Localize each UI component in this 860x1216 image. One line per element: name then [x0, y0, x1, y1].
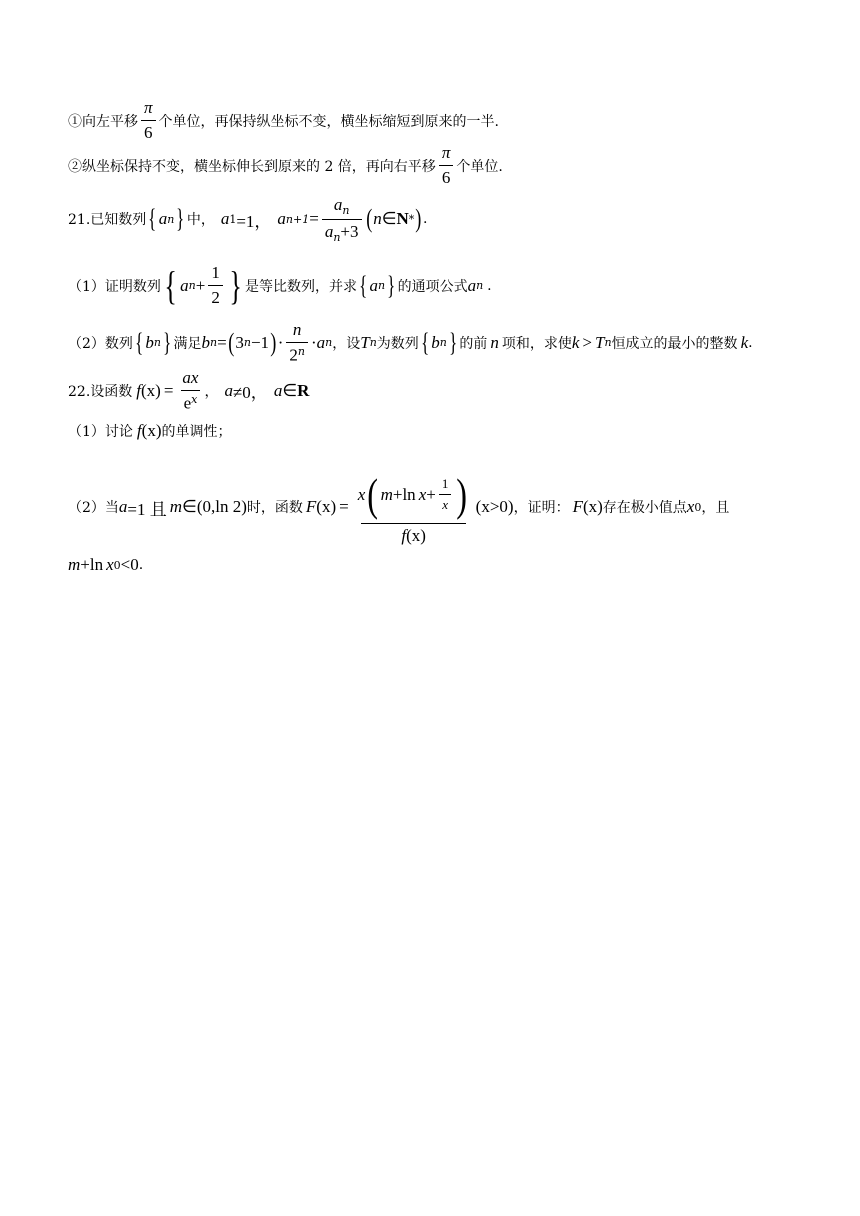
equals: =: [217, 332, 227, 352]
F-var: F: [572, 497, 583, 516]
num-1: 1: [441, 476, 449, 491]
num-n: n: [292, 320, 302, 339]
period: .: [748, 334, 753, 351]
pi-over-6-fraction: [141, 98, 156, 143]
one-over-x-fraction: [439, 476, 452, 513]
k-var: k: [740, 332, 749, 352]
question-22-part-1: [68, 421, 231, 441]
left-paren: (: [367, 469, 379, 520]
part-2-tail2: ，且: [701, 500, 730, 516]
question-22-part-2-continued: [68, 555, 143, 575]
right-brace: }: [387, 270, 396, 300]
not-zero: ≠0，: [232, 383, 268, 403]
n-var: n: [490, 332, 499, 352]
num-1: 1: [211, 263, 220, 282]
frac-denominator: 6: [141, 120, 156, 143]
part-2-label: （2）数列: [68, 335, 133, 352]
m-var: m: [68, 555, 81, 574]
den-sub-n: n: [333, 230, 341, 244]
frac-numerator: π: [144, 98, 153, 117]
satisfy-text: 满足: [173, 335, 202, 352]
element-of: ∈: [282, 380, 298, 400]
den-e: e: [183, 393, 192, 413]
real-set: R: [297, 380, 310, 400]
left-brace: {: [135, 327, 144, 357]
sub-n: n: [188, 279, 196, 292]
part-1-label: （1）证明数列: [68, 278, 161, 295]
a1-value: =1，: [236, 211, 272, 231]
three: 3: [235, 332, 244, 352]
proof-text: ，证明：: [513, 500, 570, 516]
seq-b: b: [431, 332, 440, 352]
left-paren: (: [227, 327, 235, 357]
F-definition-fraction: [355, 468, 473, 546]
left-brace: {: [359, 270, 368, 300]
half-fraction: [208, 263, 223, 308]
part-2-tail: 时，函数: [246, 500, 303, 516]
sub-1: 1: [229, 212, 237, 226]
question-21-stem: [68, 195, 427, 244]
bn-b: b: [201, 332, 210, 352]
less-than-zero: <0: [120, 555, 139, 574]
star-sup: *: [408, 212, 415, 226]
plus: +: [195, 275, 206, 295]
greater-than: >: [582, 332, 592, 352]
x-var: x: [106, 555, 114, 574]
pow-n: n: [243, 336, 251, 350]
T-var: T: [360, 332, 370, 352]
right-paren: ): [270, 327, 277, 357]
plus-ln: +ln: [392, 484, 416, 504]
num-sub-n: n: [342, 203, 350, 217]
x-arg: (x): [141, 421, 162, 440]
part-1-label: （1）讨论: [68, 424, 133, 440]
den-x: x: [439, 494, 451, 513]
frac-numerator: π: [441, 143, 451, 162]
k-var: k: [571, 332, 580, 352]
an1-var: a: [277, 209, 286, 229]
x0-var: x: [686, 497, 695, 516]
sub-n: n: [476, 279, 484, 292]
part-2-tail: 的前: [459, 335, 488, 352]
option-1-prefix: ①向左平移: [68, 113, 138, 130]
question-21-part-1: [68, 262, 492, 309]
seq-a: a: [467, 275, 477, 295]
part-2-mid: 存在极小值点: [602, 500, 687, 516]
sub-0: 0: [694, 500, 702, 514]
equals: =: [339, 497, 349, 516]
question-22-part-2: [68, 468, 729, 546]
f-var: f: [136, 421, 142, 440]
part-1-mid: 是等比数列，并求: [245, 278, 358, 295]
sub-n: n: [325, 336, 333, 350]
part-2-tail3: 恒成立的最小的整数: [611, 335, 738, 352]
sub-n: n: [369, 336, 377, 350]
ax-over-ex-fraction: [179, 368, 201, 414]
part-1-tail: 的单调性；: [161, 424, 232, 440]
sub-n: n: [378, 279, 386, 292]
dot: ·: [310, 332, 317, 352]
left-brace: {: [148, 204, 157, 234]
den-pow-n: n: [297, 345, 305, 358]
seq-b: b: [145, 332, 154, 352]
num-m: m: [380, 484, 393, 504]
sub-0: 0: [113, 558, 121, 572]
natural-set: N: [396, 209, 409, 229]
q21-zhong: 中，: [186, 212, 215, 229]
period: .: [422, 211, 428, 228]
period: .: [487, 277, 492, 294]
equals: =: [163, 380, 174, 400]
sub-n: n: [604, 336, 612, 350]
option-2-suffix: 个单位.: [456, 158, 503, 175]
num-x: x: [357, 484, 366, 504]
num-ax: ax: [182, 368, 199, 387]
sub-n: n: [439, 336, 447, 350]
left-paren: (: [365, 204, 372, 234]
recurrence-fraction: [322, 195, 362, 244]
m-interval: ∈(0,ln 2): [182, 497, 247, 516]
sub-n: n: [153, 336, 161, 350]
sub-n-plus-1: n+1: [285, 212, 310, 226]
right-paren: ): [415, 204, 422, 234]
den-2: 2: [208, 285, 223, 308]
transform-option-1: [68, 98, 499, 143]
cond-n: n: [373, 209, 382, 229]
part-2-mid2: 为数列: [376, 335, 419, 352]
n-over-2n-fraction: [286, 320, 308, 366]
right-brace: }: [229, 263, 242, 308]
equals: =: [309, 209, 319, 229]
part-2-label: （2）当: [68, 500, 119, 516]
option-2-prefix: ②纵坐标保持不变，横坐标伸长到原来的 2 倍，再向右平移: [68, 158, 436, 175]
seq-a: a: [369, 275, 378, 295]
element-of: ∈: [381, 209, 397, 229]
f-var: f: [136, 380, 141, 400]
question-22-stem: [68, 368, 309, 414]
a-var: a: [224, 380, 233, 400]
dot: ·: [277, 332, 284, 352]
den-pow-x: x: [191, 393, 198, 406]
seq-a: a: [158, 209, 168, 229]
right-brace: }: [176, 204, 185, 234]
q22-label: 22.设函数: [68, 383, 133, 400]
part-1-tail: 的通项公式: [397, 278, 468, 295]
minus-one: −1: [250, 332, 270, 352]
sub-n: n: [209, 336, 218, 350]
transform-option-2: [68, 143, 503, 188]
plus-ln: +ln: [80, 555, 104, 574]
question-21-part-2: [68, 320, 753, 366]
den-plus-3: +3: [340, 221, 359, 241]
a-equals-1: =1 且: [127, 499, 167, 519]
m-var: m: [169, 497, 183, 516]
right-brace: }: [163, 327, 172, 357]
T-var: T: [595, 332, 605, 352]
x-arg: (x): [316, 497, 337, 516]
sub-n: n: [167, 212, 175, 226]
x-arg: (x): [582, 497, 603, 516]
a-var: a: [118, 497, 128, 516]
part-2-mid: ，设: [332, 335, 361, 352]
comma: ，: [204, 383, 219, 400]
pi-over-6-fraction: [439, 143, 454, 188]
option-1-suffix: 个单位，再保持纵坐标不变，横坐标缩短到原来的一半.: [158, 113, 499, 130]
a1-var: a: [220, 209, 230, 229]
num-x: x: [418, 484, 427, 504]
den-f: f: [401, 526, 407, 545]
part-2-tail2: 项和，求使: [501, 335, 572, 352]
plus: +: [426, 484, 436, 504]
period: .: [138, 557, 144, 573]
den-x-arg: (x): [406, 526, 426, 545]
seq-a: a: [180, 275, 189, 295]
den-2: 2: [289, 345, 298, 365]
x-arg: (x): [141, 380, 161, 400]
F-var: F: [305, 497, 317, 516]
left-brace: {: [164, 263, 177, 308]
frac-denominator: 6: [439, 165, 454, 188]
an-a: a: [316, 332, 326, 352]
x-positive-condition: (x>0): [475, 497, 514, 516]
q21-label: 21.已知数列: [68, 212, 147, 229]
right-brace: }: [449, 327, 458, 357]
num-a: a: [333, 195, 343, 214]
a-var: a: [273, 380, 283, 400]
right-paren: ): [456, 469, 468, 520]
den-a: a: [324, 221, 334, 241]
left-brace: {: [420, 327, 430, 357]
